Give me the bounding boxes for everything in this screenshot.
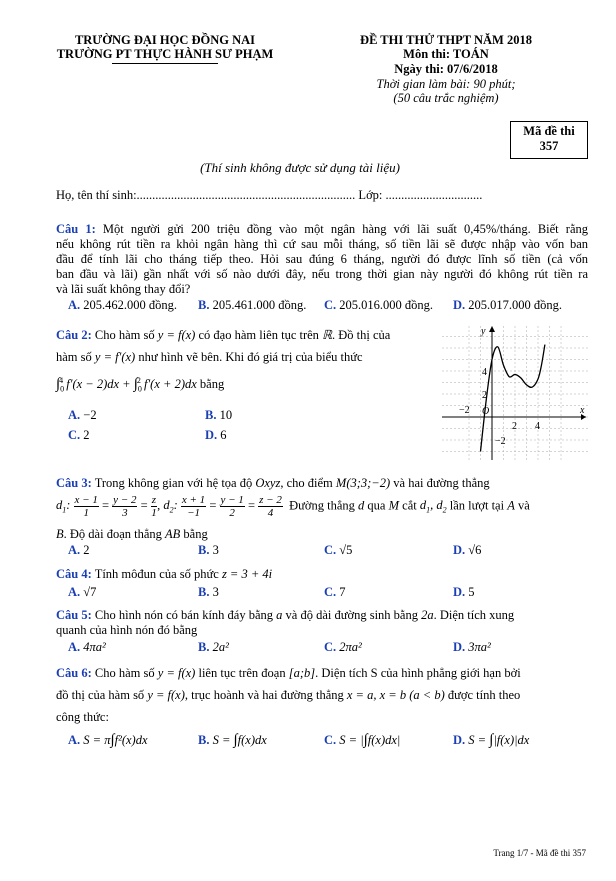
exam-code: 357 <box>539 139 559 153</box>
q1-line-1 <box>56 222 588 237</box>
q1-option-b[interactable]: B. 205.461.000 đồng. <box>198 298 307 312</box>
origin-label: O <box>482 406 490 417</box>
x-tick-label: 2 <box>512 421 517 432</box>
q5-line-1: Câu 5: Cho hình nón có bán kính đáy bằng a và độ dài đường sinh bằng 2a. Diện tích xung <box>56 608 515 622</box>
exam-code-label: Mã đề thi <box>523 124 575 138</box>
q6-line-2: đồ thị của hàm số y = f(x), trục hoành và hai đường thẳng x = a, x = b (a < b) được tính theo <box>56 688 521 702</box>
q2-line-2: hàm số y = f′(x) như hình vẽ bên. Khi đó giá trị của biểu thức <box>56 350 363 364</box>
x-tick-label: 4 <box>535 421 540 432</box>
student-name-line: Họ, tên thí sinh:...................................................................... Lớp: ............................... <box>56 188 483 202</box>
q3-option-b[interactable]: B. 3 <box>198 543 219 557</box>
q6-option-d[interactable]: D. S = ∫|f(x)|dx <box>453 732 530 748</box>
q2-option-d[interactable]: D. 6 <box>205 428 227 442</box>
q3-option-d[interactable]: D. √6 <box>453 543 482 557</box>
y-tick-label: 4 <box>482 367 487 378</box>
q5-line-2: quanh của hình nón đó bằng <box>56 623 198 637</box>
q1-line-3: đầu để tính lãi cho tháng tiếp theo. Hỏi sau đúng 6 tháng, người đó được lĩnh số tiền (cả vốn <box>56 252 588 266</box>
y-axis-label: y <box>481 326 486 337</box>
q3-line-2: $d_1$: $\frac{x - 1}{1}$ = $\frac{y - 2}{3}$ = $\frac{z}{1}$ , $d_2$: $\frac{x + 1}{-1}$ = $\frac{y - 1}{2}$ = $\frac{z - 2}{4}$ Đường thẳng d qua M cắt $d_1$, $d_2$ lần lượt tại A và <box>56 494 530 519</box>
q6-option-a[interactable]: A. S = π∫f²(x)dx <box>68 732 148 748</box>
q1-option-d[interactable]: D. 205.017.000 đồng. <box>453 298 563 312</box>
q1-option-a[interactable]: A. 205.462.000 đồng. <box>68 298 178 312</box>
notice: (Thí sinh không được sử dụng tài liệu) <box>200 160 400 175</box>
exam-code-box <box>510 121 588 159</box>
q3-line-3: B. Độ dài đoạn thẳng AB bằng <box>56 527 208 541</box>
q4-option-a[interactable]: A. √7 <box>68 585 97 599</box>
q5-option-b[interactable]: B. 2a² <box>198 640 229 654</box>
q6-line-3: công thức: <box>56 710 109 724</box>
exam-title: ĐỀ THI THỬ THPT NĂM 2018 <box>360 33 532 47</box>
q1-text-1: Một người gửi 200 triệu đồng vào một ngân hàng với lãi suất 0,45%/tháng. Biết rằng <box>102 222 588 236</box>
q6-option-b[interactable]: B. S = ∫f(x)dx <box>198 732 267 748</box>
q6-option-c[interactable]: C. S = |∫f(x)dx| <box>324 732 401 748</box>
exam-question-count: (50 câu trắc nghiệm) <box>393 91 499 105</box>
school-underline <box>112 63 218 64</box>
q4-option-c[interactable]: C. 7 <box>324 585 346 599</box>
q6-line-1: Câu 6: Cho hàm số y = f(x) liên tục trên đoạn [a;b]. Diện tích S của hình phẳng giới hạn bởi <box>56 666 521 680</box>
q3-option-a[interactable]: A. 2 <box>68 543 90 557</box>
q2-line-1: Câu 2: Cho hàm số y = f(x) có đạo hàm liên tục trên ℝ. Đồ thị của <box>56 328 391 342</box>
q5-option-c[interactable]: C. 2πa² <box>324 640 362 654</box>
school-name-2: TRƯỜNG PT THỰC HÀNH SƯ PHẠM <box>56 47 274 61</box>
q4-line: Câu 4: Tính môđun của số phức z = 3 + 4i <box>56 567 273 581</box>
exam-subject: Môn thi: TOÁN <box>403 47 489 61</box>
q1-line-5: và lãi suất không thay đổi? <box>56 282 191 296</box>
y-axis-arrow <box>489 326 495 332</box>
q5-option-a[interactable]: A. 4πa² <box>68 640 106 654</box>
y-tick-label: −2 <box>495 436 506 447</box>
q2-option-b[interactable]: B. 10 <box>205 408 233 422</box>
q1-label: Câu 1: <box>56 222 96 236</box>
school-name-1: TRƯỜNG ĐẠI HỌC ĐỒNG NAI <box>74 33 256 47</box>
q2-option-a[interactable]: A. −2 <box>68 408 97 422</box>
q4-option-b[interactable]: B. 3 <box>198 585 219 599</box>
exam-date: Ngày thi: 07/6/2018 <box>394 62 498 76</box>
q1-line-2: nếu không rút tiền ra khỏi ngân hàng thì cứ sau mỗi tháng, số tiền lãi sẽ được nhập vào vốn ban <box>56 237 588 251</box>
q1-line-4: ban đầu và lãi) gần nhất với số nào dưới đây, nếu trong thời gian này người đó không rút tiền ra <box>56 267 588 281</box>
derivative-graph <box>440 322 590 462</box>
y-tick-label: 2 <box>482 390 487 401</box>
q4-option-d[interactable]: D. 5 <box>453 585 475 599</box>
q3-line-1: Câu 3: Trong không gian với hệ tọa độ Oxyz, cho điểm M(3;3;−2) và hai đường thẳng <box>56 476 490 490</box>
page-footer: Trang 1/7 - Mã đề thi 357 <box>493 848 586 858</box>
exam-duration: Thời gian làm bài: 90 phút; <box>376 77 516 91</box>
q3-option-c[interactable]: C. √5 <box>324 543 353 557</box>
x-tick-label: −2 <box>459 405 470 416</box>
x-axis-label: x <box>580 405 585 416</box>
q2-line-3: $\int_0^4$ $f'(x - 2)dx + \int_0^2$ f′(x + 2)dx bằng <box>56 376 225 394</box>
q5-option-d[interactable]: D. 3πa² <box>453 640 491 654</box>
q1-option-c[interactable]: C. 205.016.000 đồng. <box>324 298 434 312</box>
q2-option-c[interactable]: C. 2 <box>68 428 90 442</box>
derivative-curve <box>481 345 545 452</box>
